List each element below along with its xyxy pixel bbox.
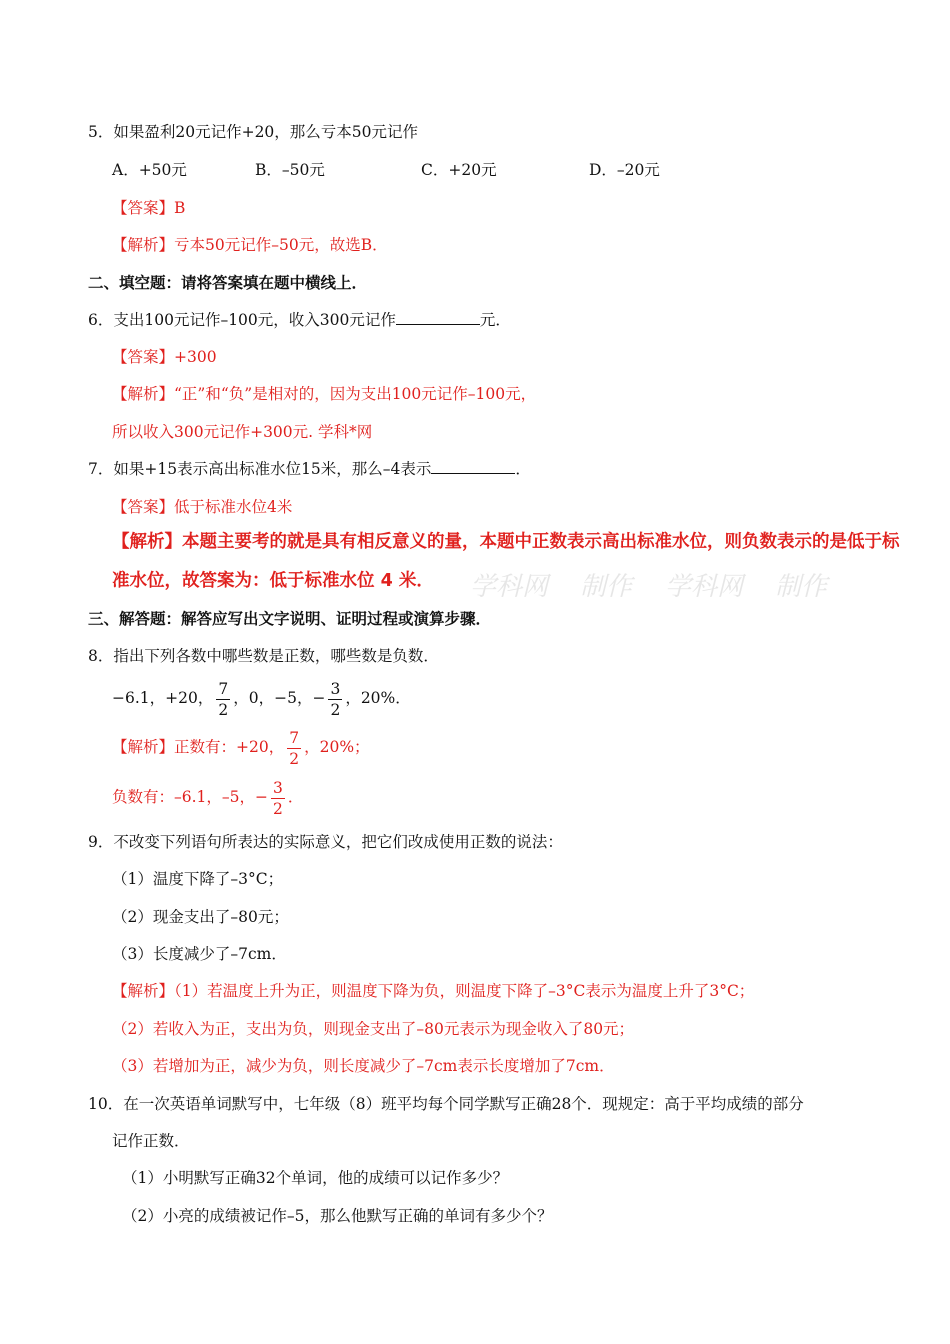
q8-negative-part-b: ． [287,788,304,806]
q10-item-1: （1）小明默写正确32个单词，他的成绩可以记作多少？ [122,1169,509,1187]
q8-positive-part-a: 【解析】正数有：+20， [112,738,285,756]
q6-analysis-line-1: 【解析】“正”和“负”是相对的，因为支出100元记作–100元， [112,385,537,403]
q7-analysis-line-2: 准水位，故答案为：低于标准水位 4 米． [112,571,434,591]
q5-analysis: 【解析】亏本50元记作–50元，故选B． [112,236,388,254]
q5-option-c: C．+20元 [421,161,497,179]
q8-negative-part-a: 负数有：–6.1，–5，− [112,788,268,806]
q6-stem-text: 6．支出100元记作–100元，收入300元记作 [88,311,396,329]
q6-analysis-line-2: 所以收入300元记作+300元. 学科*网 [112,423,373,441]
q5-option-d: D．–20元 [589,161,660,179]
q10-stem-line-1: 10．在一次英语单词默写中，七年级（8）班平均每个同学默写正确28个．现规定：高于平均成绩的部分 [88,1095,804,1113]
q8-number-list [112,676,411,720]
q10-item-2: （2）小亮的成绩被记作–5，那么他默写正确的单词有多少个？ [122,1207,553,1225]
watermark-text: 制作 [775,572,828,602]
q7-answer: 【答案】低于标准水位4米 [112,498,293,516]
q10-stem-line-2: 记作正数． [112,1132,190,1150]
q8-list-part-a: −6.1，+20， [112,689,214,707]
fraction-numerator: 7 [289,728,300,747]
fraction-three-halves [271,778,285,819]
fraction-three-halves [328,679,342,720]
q7-stem [88,458,531,480]
q5-option-a: A．+50元 [112,161,187,179]
q9-item-3: （3）长度减少了–7cm． [112,945,287,963]
watermark-text: 学科网 [470,572,549,602]
section-heading-fill-blank: 二、填空题：请将答案填在题中横线上． [88,274,368,292]
q9-item-2: （2）现金支出了–80元； [112,908,289,926]
q8-list-part-c: ，20%． [345,689,411,707]
q5-stem: 5．如果盈利20元记作+20，那么亏本50元记作 [88,123,419,141]
fraction-denominator: 2 [289,749,300,768]
fraction-denominator: 2 [330,700,341,719]
fraction-seven-halves [287,728,301,769]
q9-analysis-line-2: （2）若收入为正，支出为负，则现金支出了–80元表示为现金收入了80元； [112,1020,635,1038]
watermark-text: 学科网 [665,572,744,602]
fraction-numerator: 7 [218,679,229,698]
q6-answer: 【答案】+300 [112,348,217,366]
q6-stem [88,309,511,331]
q8-analysis-positive [112,725,370,769]
q9-stem: 9．不改变下列语句所表达的实际意义，把它们改成使用正数的说法： [88,833,563,851]
q6-answer-blank [396,310,480,325]
q5-answer: 【答案】B [112,199,186,217]
q6-stem-unit: 元． [479,311,511,329]
watermark-text: 制作 [580,572,633,602]
fraction-numerator: 3 [330,679,341,698]
fraction-seven-halves [216,679,230,720]
q7-stem-text: 7．如果+15表示高出标准水位15米，那么–4表示 [88,460,432,478]
q8-analysis-negative [112,775,303,819]
q8-positive-part-b: ，20%； [304,738,370,756]
q9-analysis-line-3: （3）若增加为正，减少为负，则长度减少了–7cm表示长度增加了7cm． [112,1057,615,1075]
q9-analysis-line-1: 【解析】（1）若温度上升为正，则温度下降为负，则温度下降了–3°C表示为温度上升了3°C； [112,982,755,1000]
q8-list-part-b: ，0，−5，− [233,689,326,707]
fraction-denominator: 2 [218,700,229,719]
fraction-denominator: 2 [273,799,283,818]
section-heading-solve: 三、解答题：解答应写出文字说明、证明过程或演算步骤． [88,610,492,628]
q7-stem-end: ． [515,460,531,478]
q8-stem: 8．指出下列各数中哪些数是正数，哪些数是负数． [88,647,439,665]
q7-analysis-line-1: 【解析】本题主要考的就是具有相反意义的量，本题中正数表示高出标准水位，则负数表示的是低于标 [112,532,900,552]
q7-answer-blank [431,459,515,474]
fraction-numerator: 3 [273,778,283,797]
q9-item-1: （1）温度下降了–3°C； [112,870,284,888]
q5-option-b: B．–50元 [255,161,325,179]
